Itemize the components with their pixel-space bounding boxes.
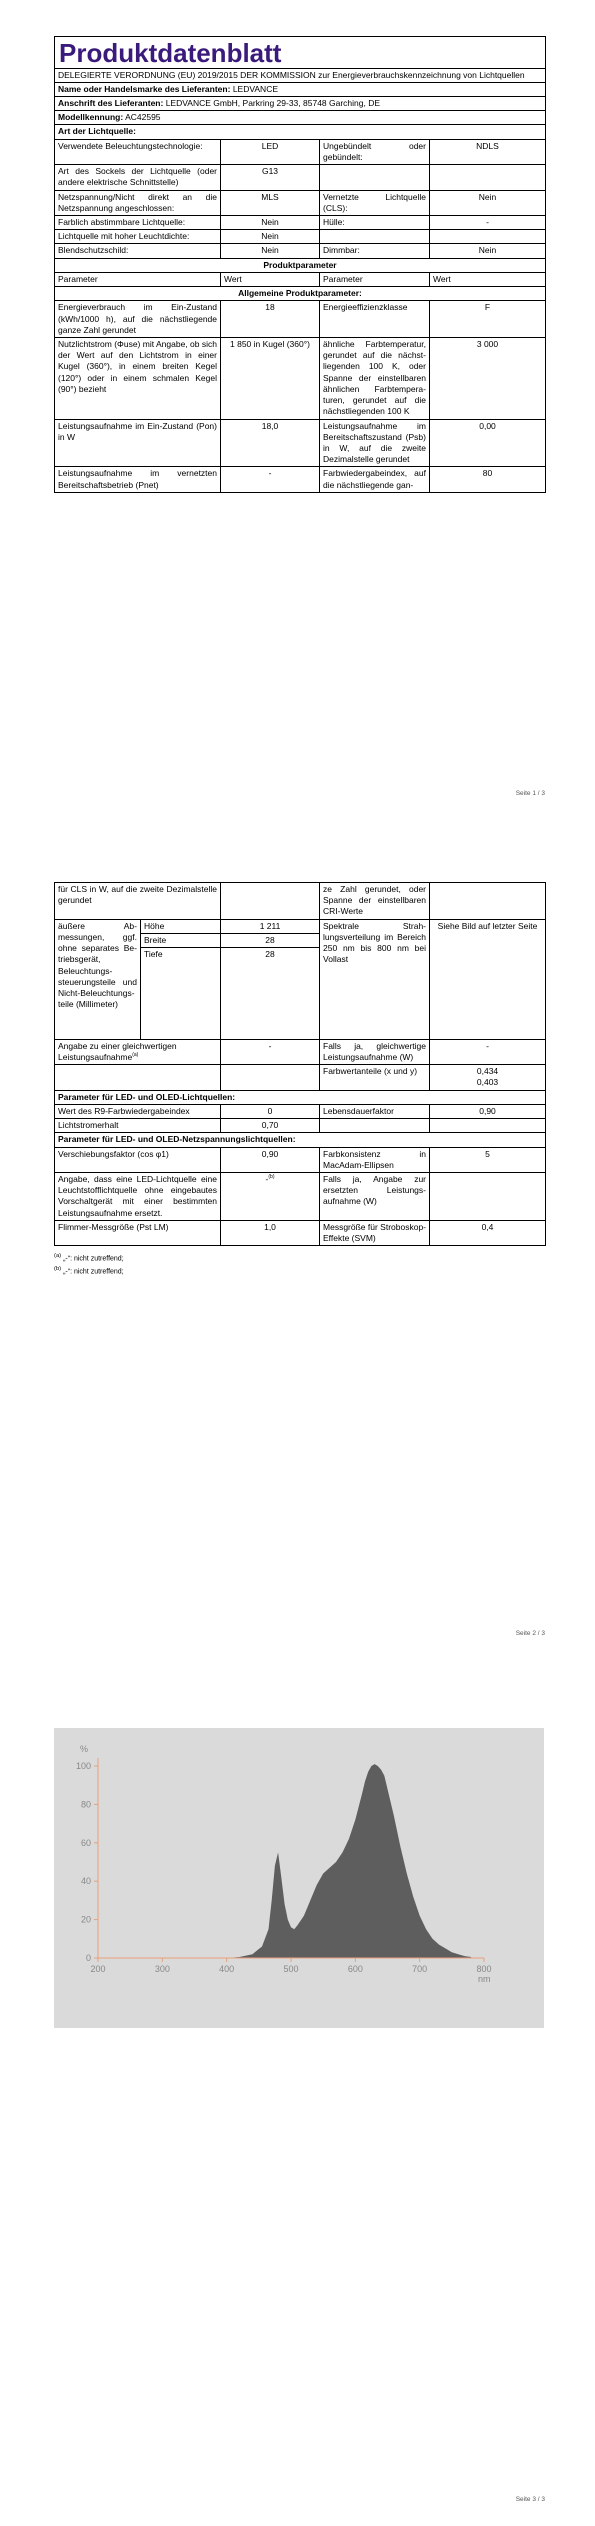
chromaticity-label: Farbwertanteile (x und y) [320, 1065, 430, 1090]
row-value: Nein [221, 244, 320, 258]
col-value: Wert [221, 272, 320, 286]
row-label: Messgröße für Stroboskop-Effekte (SVM) [320, 1220, 430, 1245]
row-label: Netzspannung/Nicht direkt an die Netzspannung angeschlossen: [55, 190, 221, 215]
footnote-a: $^{(a)}$ „-“: nicht zutreffend; [54, 1253, 124, 1263]
table-row [55, 419, 546, 467]
row-value: 1 850 in Kugel (360°) [221, 337, 320, 419]
table-row [55, 1119, 546, 1133]
page-number: Seite 1 / 3 [515, 790, 545, 797]
row-value [430, 230, 546, 244]
row-value: 0,90 [430, 1104, 546, 1118]
row-value: F [430, 301, 546, 338]
table-row [55, 1065, 546, 1090]
table-row [55, 244, 546, 258]
table-row [55, 337, 546, 419]
row-label [320, 1119, 430, 1133]
model-row [55, 111, 546, 125]
row-value: - [221, 467, 320, 492]
table-row [55, 883, 546, 920]
page-3 [0, 1650, 595, 2526]
row-value: 18,0 [221, 419, 320, 467]
row-label: ze Zahl gerundet, oder Spanne der einstellbaren CRI-Werte [320, 883, 430, 920]
y-tick-label: 60 [80, 1837, 91, 1848]
mls-params-header: Parameter für LED- und OLED-Netzspannungslichtquellen: [55, 1133, 546, 1147]
spd-label: Spektrale Strahlungsverteilung im Bereich 250 nm bis 800 nm bei Vollast [320, 919, 430, 1039]
row-value [430, 883, 546, 920]
row-label: Leistungsaufnahme im vernetzten Bereitschaftsbetrieb (Pnet) [55, 467, 221, 492]
chromaticity-value [430, 1065, 546, 1090]
row-label: Farbkonsistenz in MacAdam-Ellipsen [320, 1147, 430, 1172]
row-value: NDLS [430, 139, 546, 164]
row-value: 0,00 [430, 419, 546, 467]
table-row [55, 139, 546, 164]
dimensions-label: äußere Abmessungen, ggf. ohne separates Betriebsgerät, Beleuchtungssteuerungsteile und Nicht-Beleuchtungsteile (Millimeter) [55, 919, 141, 1039]
row-value: 0,4 [430, 1220, 546, 1245]
table-row [55, 230, 546, 244]
row-label [320, 165, 430, 190]
table-row [55, 1220, 546, 1245]
table-row [55, 301, 546, 338]
page-number: Seite 2 / 3 [515, 1630, 545, 1637]
chromaticity-x: 0,434 [476, 1066, 499, 1077]
table-row [55, 1039, 546, 1064]
x-tick-label: 300 [154, 1964, 170, 1974]
regulation-text: DELEGIERTE VERORDNUNG (EU) 2019/2015 DER KOMMISSION zur Energieverbrauchskennzeichnung von Lichtquellen [55, 68, 546, 82]
x-tick-label: 400 [219, 1964, 235, 1974]
supplier-name: LEDVANCE [232, 83, 279, 94]
row-label: Verwendete Beleuchtungstechnologie: [55, 139, 221, 164]
dimensions-row [55, 919, 546, 933]
row-label: Verschiebungsfaktor (cos φ1) [55, 1147, 221, 1172]
depth-label: Tiefe [141, 948, 221, 962]
row-value: 0,70 [221, 1119, 320, 1133]
x-tick-label: 700 [412, 1964, 428, 1974]
y-tick-label: 80 [80, 1799, 91, 1810]
row-value [430, 1119, 546, 1133]
col-value: Wert [430, 272, 546, 286]
datasheet-table-2 [54, 882, 546, 1246]
row-label: Dimmbar: [320, 244, 430, 258]
row-value: 0,90 [221, 1147, 320, 1172]
datasheet-page-2 [54, 882, 545, 1277]
height-value: 1 211 [221, 919, 320, 933]
supplier-address-row [55, 97, 546, 111]
row-value: 3 000 [430, 337, 546, 419]
row-label: Lichtquelle mit hoher Leuchtdichte: [55, 230, 221, 244]
row-label: Wert des R9-Farbwiedergabeindex [55, 1104, 221, 1118]
depth-value: 28 [221, 948, 320, 962]
row-label: Blendschutzschild: [55, 244, 221, 258]
row-value: -$^{(b)}$ [221, 1173, 320, 1221]
datasheet-table-1 [54, 36, 546, 493]
product-params-header: Produktparameter [55, 258, 546, 272]
spd-value: Siehe Bild auf letzter Seite [430, 919, 546, 1039]
row-value [430, 165, 546, 190]
row-label: Nutzlichtstrom (Φuse) mit Angabe, ob sich der Wert auf den Lichtstrom in einer Kugel (360°), in einem breiten Kegel (120°) oder in einem schmalen Kegel (90°) bezieht [55, 337, 221, 419]
page-2 [0, 860, 595, 1650]
equiv-value: - [221, 1039, 320, 1064]
footnotes [54, 1252, 545, 1277]
row-label: Lebensdauerfaktor [320, 1104, 430, 1118]
row-value: 0 [221, 1104, 320, 1118]
row-value: - [430, 216, 546, 230]
x-tick-label: 200 [90, 1964, 106, 1974]
row-label: Leistungsaufnahme im Bereitschaftszustand (Psb) in W, auf die zweite Dezimalstelle gerundet [320, 419, 430, 467]
row-label: für CLS in W, auf die zweite Dezimalstelle gerundet [55, 883, 221, 920]
col-param: Parameter [55, 272, 221, 286]
document-title: Produktdatenblatt [55, 37, 546, 69]
x-tick-label: 800 [476, 1964, 492, 1974]
spectrum-area [214, 1764, 471, 1958]
y-tick-label: 100 [75, 1761, 91, 1771]
row-value: Nein [221, 230, 320, 244]
height-label: Höhe [141, 919, 221, 933]
row-value: Nein [430, 190, 546, 215]
width-value: 28 [221, 933, 320, 947]
row-label: Hülle: [320, 216, 430, 230]
x-tick-label: 500 [283, 1964, 299, 1974]
y-tick-label: 0 [85, 1953, 91, 1963]
width-label: Breite [141, 933, 221, 947]
row-value: MLS [221, 190, 320, 215]
table-row [55, 216, 546, 230]
row-label: Energieverbrauch im Ein-Zustand (kWh/1000 h), auf die nächstliegende ganze Zahl gerundet [55, 301, 221, 338]
row-label: Falls ja, Angabe zur ersetzten Leistungsaufnahme (W) [320, 1173, 430, 1221]
row-label: Art des Sockels der Lichtquelle (oder andere elektrische Schnittstelle) [55, 165, 221, 190]
equiv-power-value: - [430, 1039, 546, 1064]
table-row [55, 1173, 546, 1221]
general-params-header: Allgemeine Produktparameter: [55, 287, 546, 301]
row-value [221, 883, 320, 920]
row-value [430, 1173, 546, 1221]
x-tick-label: 600 [347, 1964, 363, 1974]
model-label: Modellkennung: [58, 112, 124, 123]
row-value: 18 [221, 301, 320, 338]
row-value: G13 [221, 165, 320, 190]
col-param: Parameter [320, 272, 430, 286]
y-axis-label: % [80, 1744, 89, 1754]
row-label: Farbwiedergabeindex, auf die nächstliegende gan- [320, 467, 430, 492]
table-row [55, 165, 546, 190]
spectral-chart [54, 1728, 544, 2028]
row-value: 1,0 [221, 1220, 320, 1245]
light-source-type-header: Art der Lichtquelle: [55, 125, 546, 139]
row-label: Vernetzte Lichtquelle (CLS): [320, 190, 430, 215]
equiv-label: Angabe zu einer gleichwertigen Leistungsaufnahme$^{(a)}$ [55, 1039, 221, 1064]
row-label: Ungebündelt oder gebündelt: [320, 139, 430, 164]
chromaticity-y: 0,403 [476, 1077, 499, 1088]
row-value: Nein [430, 244, 546, 258]
row-label: Angabe, dass eine LED-Lichtquelle eine Leuchtstofflichtquelle ohne eingebautes Vorschaltgerät mit einer bestimmten Leistungsaufnahme ersetzt. [55, 1173, 221, 1221]
row-value: 80 [430, 467, 546, 492]
page-1 [0, 0, 595, 860]
row-label: Flimmer-Messgröße (Pst LM) [55, 1220, 221, 1245]
supplier-name-row [55, 82, 546, 96]
spectral-chart-svg [54, 1728, 544, 2028]
model-id: AC42595 [125, 112, 161, 123]
led-params-header: Parameter für LED- und OLED-Lichtquellen: [55, 1090, 546, 1104]
supplier-address-label: Anschrift des Lieferanten: [58, 98, 164, 109]
row-value: 5 [430, 1147, 546, 1172]
row-label [320, 230, 430, 244]
column-header-row [55, 272, 546, 286]
supplier-name-label: Name oder Handelsmarke des Lieferanten: [58, 83, 231, 94]
table-row [55, 1104, 546, 1118]
row-value: LED [221, 139, 320, 164]
table-row [55, 467, 546, 492]
row-label: Energieeffizienzklasse [320, 301, 430, 338]
page-number: Seite 3 / 3 [515, 2496, 545, 2503]
equiv-power-label: Falls ja, gleichwertige Leistungsaufnahme (W) [320, 1039, 430, 1064]
row-value: Nein [221, 216, 320, 230]
y-tick-label: 20 [80, 1914, 91, 1925]
row-label: Farblich abstimmbare Lichtquelle: [55, 216, 221, 230]
y-tick-label: 40 [80, 1876, 91, 1887]
supplier-address: LEDVANCE GmbH, Parkring 29-33, 85748 Garching, DE [165, 98, 381, 109]
row-label: ähnliche Farbtemperatur, gerundet auf die nächstliegenden 100 K, oder Spanne der einstellbaren ähnlichen Farbtemperaturen, gerundet auf die nächstliegenden 100 K [320, 337, 430, 419]
table-row [55, 190, 546, 215]
x-axis-label: nm [478, 1974, 491, 1984]
row-label: Leistungsaufnahme im Ein-Zustand (Pon) in W [55, 419, 221, 467]
footnote-b: $^{(b)}$ „-“: nicht zutreffend; [54, 1265, 124, 1276]
datasheet-page-1 [54, 36, 545, 493]
row-label: Lichtstromerhalt [55, 1119, 221, 1133]
table-row [55, 1147, 546, 1172]
